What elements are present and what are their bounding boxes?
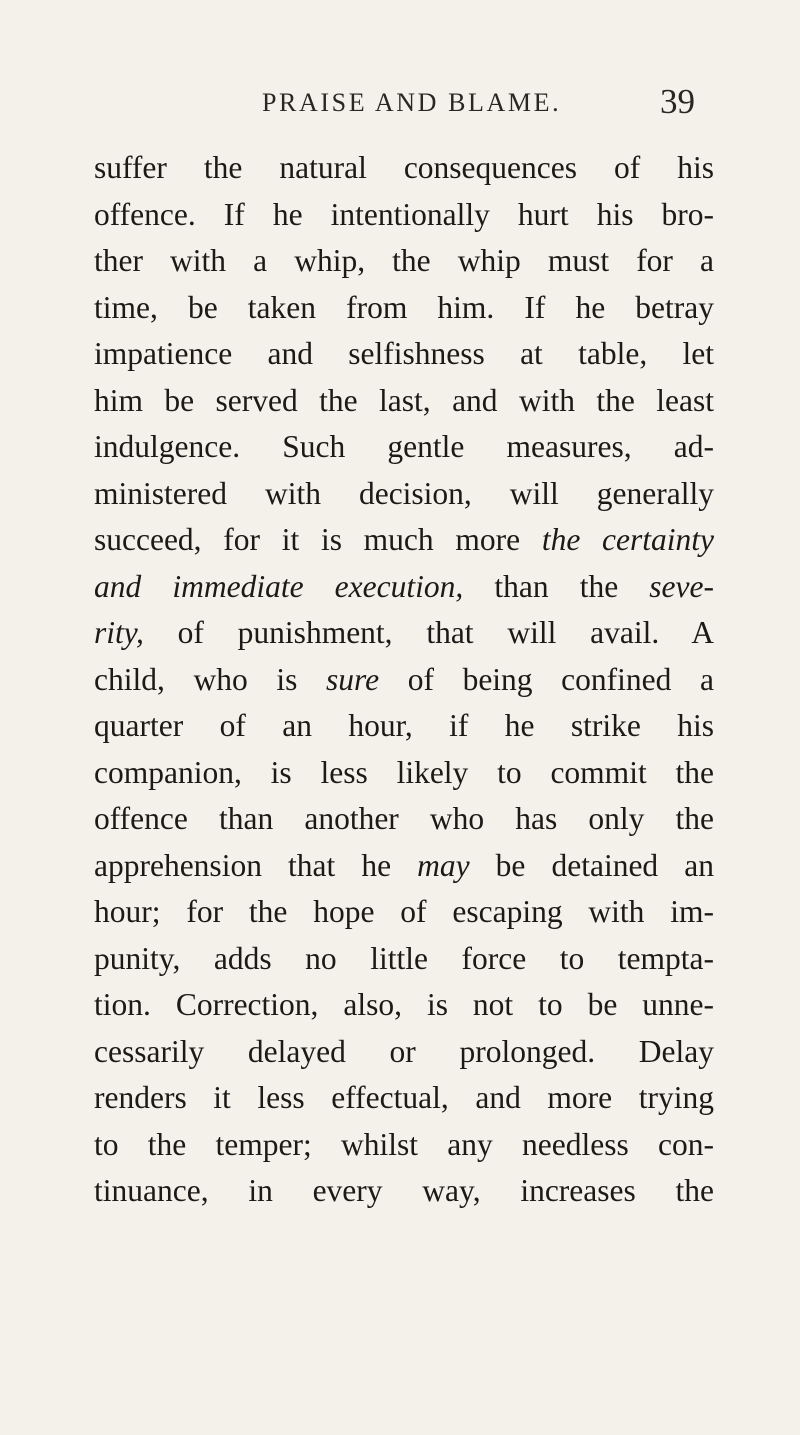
- text-line: to the temper; whilst any needless con-: [94, 1126, 714, 1162]
- text-line: tinuance, in every way, increases the: [94, 1173, 714, 1208]
- text-line: quarter of an hour, if he strike his: [94, 708, 714, 743]
- text-line: time, be taken from him. If he betray: [94, 289, 714, 325]
- text-line: apprehension that he may be detained an: [94, 847, 714, 883]
- text-line: him be served the last, and with the least: [94, 382, 714, 418]
- text-line: offence. If he intentionally hurt his bro-: [94, 196, 714, 232]
- italic-phrase: the certainty: [541, 522, 714, 557]
- text-line: child, who is sure of being confined a: [94, 661, 714, 697]
- text-line: and immediate execution, than the seve-: [94, 568, 714, 604]
- text-line: tion. Correction, also, is not to be unne-: [94, 987, 714, 1022]
- text-line: offence than another who has only the: [94, 801, 714, 836]
- running-title: PRAISE AND BLAME.: [262, 88, 562, 117]
- text-line: hour; for the hope of escaping with im-: [94, 894, 714, 929]
- text-line: punity, adds no little force to tempta-: [94, 940, 714, 976]
- italic-phrase: may: [417, 847, 470, 883]
- page-number: 39: [660, 82, 695, 121]
- italic-phrase: and immediate execution,: [94, 568, 464, 604]
- text-line: renders it less effectual, and more trying: [94, 1080, 714, 1115]
- text-line: succeed, for it is much more the certainty: [94, 522, 714, 557]
- body-text: [94, 145, 714, 1215]
- text-line: rity, of punishment, that will avail. A: [94, 615, 714, 650]
- text-line: impatience and selfishness at table, let: [94, 336, 714, 371]
- italic-phrase: rity,: [94, 615, 144, 650]
- text-line: companion, is less likely to commit the: [94, 754, 714, 790]
- running-header: [0, 82, 800, 132]
- text-line: suffer the natural consequences of his: [94, 150, 714, 185]
- text-line: cessarily delayed or prolonged. Delay: [94, 1033, 714, 1069]
- italic-phrase: seve-: [649, 568, 714, 604]
- text-line: indulgence. Such gentle measures, ad-: [94, 429, 714, 464]
- text-line: ministered with decision, will generally: [94, 475, 714, 511]
- text-line: ther with a whip, the whip must for a: [94, 243, 714, 278]
- italic-phrase: sure: [326, 661, 380, 697]
